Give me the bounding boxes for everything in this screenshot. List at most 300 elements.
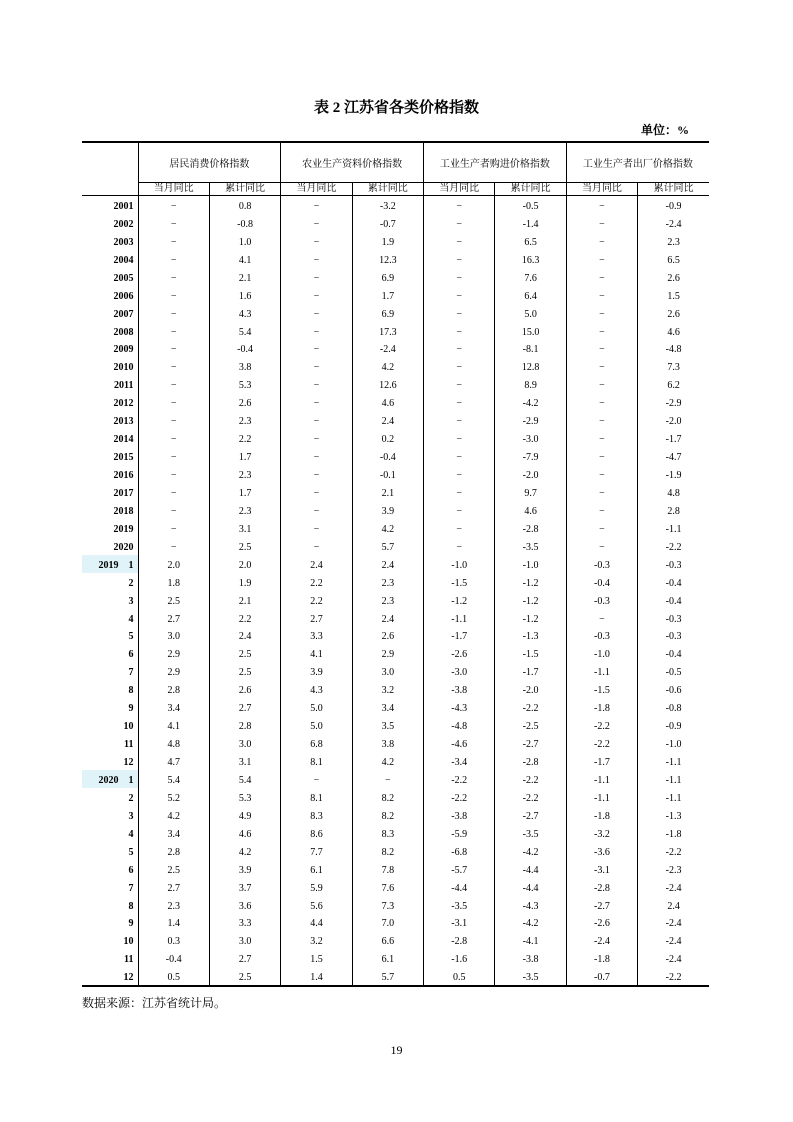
value-cell: -2.2: [638, 537, 709, 555]
value-cell: −: [281, 322, 352, 340]
value-cell: 1.4: [281, 967, 352, 986]
value-cell: 3.5: [352, 716, 423, 734]
value-cell: 3.3: [209, 914, 280, 932]
value-cell: 5.7: [352, 967, 423, 986]
value-cell: 5.7: [352, 537, 423, 555]
value-cell: −: [281, 483, 352, 501]
table-row: [82, 627, 709, 645]
value-cell: 2.4: [352, 555, 423, 573]
value-cell: -0.3: [566, 591, 637, 609]
value-cell: −: [138, 411, 209, 429]
subheader: 当月同比: [281, 183, 352, 196]
value-cell: 6.6: [352, 931, 423, 949]
value-cell: 5.2: [138, 788, 209, 806]
value-cell: 17.3: [352, 322, 423, 340]
value-cell: 4.2: [352, 519, 423, 537]
value-cell: −: [281, 250, 352, 268]
table-row: [82, 429, 709, 447]
row-label: 2004: [113, 254, 134, 266]
value-cell: −: [352, 770, 423, 788]
value-cell: 9.7: [495, 483, 566, 501]
value-cell: -2.4: [638, 914, 709, 932]
row-label: 12: [123, 757, 134, 768]
value-cell: −: [138, 483, 209, 501]
value-cell: 2.8: [138, 680, 209, 698]
value-cell: 3.0: [209, 734, 280, 752]
value-cell: −: [281, 214, 352, 232]
value-cell: -1.0: [638, 734, 709, 752]
value-cell: 2.4: [352, 609, 423, 627]
value-cell: 4.2: [352, 752, 423, 770]
value-cell: -1.7: [566, 752, 637, 770]
value-cell: -0.3: [638, 555, 709, 573]
value-cell: 12.8: [495, 357, 566, 375]
value-cell: −: [281, 375, 352, 393]
value-cell: -2.2: [495, 788, 566, 806]
value-cell: 7.8: [352, 860, 423, 878]
table-row: [82, 357, 709, 375]
value-cell: 4.8: [638, 483, 709, 501]
table-row: [82, 501, 709, 519]
value-cell: -1.7: [495, 662, 566, 680]
value-cell: −: [281, 286, 352, 304]
table-row: [82, 573, 709, 591]
value-cell: -1.1: [566, 788, 637, 806]
value-cell: -5.9: [424, 824, 495, 842]
value-cell: −: [138, 214, 209, 232]
value-cell: 5.6: [281, 896, 352, 914]
row-label: 2011: [114, 380, 134, 392]
value-cell: -1.5: [495, 644, 566, 662]
row-label: 11: [124, 954, 134, 966]
value-cell: -4.2: [495, 842, 566, 860]
row-label: 2001: [82, 196, 138, 214]
value-cell: 7.6: [352, 878, 423, 896]
value-cell: 5.0: [281, 716, 352, 734]
value-cell: -2.2: [638, 842, 709, 860]
row-label: 2005: [113, 272, 134, 284]
value-cell: 7.3: [352, 896, 423, 914]
row-label: 2: [128, 792, 134, 804]
value-cell: -0.4: [638, 644, 709, 662]
table-row: [82, 322, 709, 340]
value-cell: −: [424, 268, 495, 286]
value-cell: 15.0: [495, 322, 566, 340]
value-cell: -2.2: [424, 770, 495, 788]
value-cell: 2.7: [138, 878, 209, 896]
value-cell: 2.1: [209, 268, 280, 286]
value-cell: 4.1: [138, 716, 209, 734]
value-cell: 3.9: [209, 860, 280, 878]
value-cell: -3.5: [495, 537, 566, 555]
table-row: [82, 698, 709, 716]
value-cell: -2.4: [638, 931, 709, 949]
value-cell: 3.0: [138, 627, 209, 645]
value-cell: 2.3: [209, 465, 280, 483]
table-row: [82, 250, 709, 268]
row-label: 2017: [113, 487, 134, 499]
value-cell: -4.3: [424, 698, 495, 716]
value-cell: -0.4: [209, 340, 280, 358]
table-title: 表 2 江苏省各类价格指数: [313, 100, 479, 116]
value-cell: −: [424, 393, 495, 411]
value-cell: 3.8: [352, 734, 423, 752]
value-cell: −: [281, 519, 352, 537]
value-cell: −: [281, 501, 352, 519]
value-cell: -4.7: [638, 447, 709, 465]
value-cell: 1.9: [209, 573, 280, 591]
value-cell: 3.2: [352, 680, 423, 698]
table-row: [82, 268, 709, 286]
value-cell: 3.4: [138, 824, 209, 842]
value-cell: 5.9: [281, 878, 352, 896]
value-cell: -1.0: [566, 644, 637, 662]
group-header: 居民消费价格指数: [138, 142, 281, 183]
value-cell: -0.4: [352, 447, 423, 465]
value-cell: -0.4: [566, 573, 637, 591]
value-cell: -0.8: [638, 698, 709, 716]
value-cell: 2.8: [209, 716, 280, 734]
value-cell: -0.3: [638, 627, 709, 645]
value-cell: 3.1: [209, 752, 280, 770]
table-row: [82, 734, 709, 752]
value-cell: 2.5: [138, 591, 209, 609]
value-cell: -3.8: [424, 806, 495, 824]
value-cell: −: [566, 429, 637, 447]
value-cell: −: [138, 232, 209, 250]
value-cell: 7.0: [352, 914, 423, 932]
value-cell: -3.2: [566, 824, 637, 842]
value-cell: 2.3: [352, 573, 423, 591]
value-cell: -3.5: [495, 967, 566, 986]
value-cell: 2.9: [138, 662, 209, 680]
value-cell: 4.6: [209, 824, 280, 842]
value-cell: -1.1: [566, 662, 637, 680]
value-cell: −: [424, 537, 495, 555]
table-row: [82, 519, 709, 537]
value-cell: -3.2: [352, 196, 423, 214]
value-cell: 6.5: [495, 232, 566, 250]
value-cell: 2.5: [209, 537, 280, 555]
subheader: 当月同比: [138, 183, 209, 196]
table-row: [82, 716, 709, 734]
row-label: 2020: [113, 541, 134, 553]
value-cell: 1.7: [209, 483, 280, 501]
value-cell: -2.8: [495, 519, 566, 537]
value-cell: 4.2: [138, 806, 209, 824]
value-cell: −: [424, 304, 495, 322]
value-cell: -0.1: [352, 465, 423, 483]
table-row: [82, 375, 709, 393]
value-cell: -1.5: [566, 680, 637, 698]
group-header: 农业生产资料价格指数: [281, 142, 424, 183]
table-row: [82, 304, 709, 322]
value-cell: 4.1: [281, 644, 352, 662]
value-cell: 3.2: [281, 931, 352, 949]
value-cell: 2.6: [209, 393, 280, 411]
value-cell: 2.0: [209, 555, 280, 573]
value-cell: −: [566, 357, 637, 375]
value-cell: 0.8: [209, 196, 280, 214]
value-cell: -3.5: [424, 896, 495, 914]
table-row: [82, 340, 709, 358]
value-cell: -0.5: [495, 196, 566, 214]
value-cell: −: [566, 304, 637, 322]
value-cell: 5.3: [209, 375, 280, 393]
value-cell: -2.4: [638, 878, 709, 896]
value-cell: 2.6: [209, 680, 280, 698]
value-cell: −: [566, 340, 637, 358]
value-cell: -1.8: [566, 806, 637, 824]
row-label: 2016: [113, 470, 134, 481]
table-row: [82, 411, 709, 429]
value-cell: 5.4: [138, 770, 209, 788]
value-cell: -2.2: [495, 770, 566, 788]
value-cell: −: [566, 609, 637, 627]
value-cell: −: [566, 501, 637, 519]
row-label: 2002: [113, 218, 134, 230]
value-cell: 3.8: [209, 357, 280, 375]
value-cell: 0.5: [424, 967, 495, 986]
value-cell: 2.1: [209, 591, 280, 609]
value-cell: 2.5: [138, 860, 209, 878]
value-cell: 0.2: [352, 429, 423, 447]
page-number: 19: [390, 1043, 403, 1057]
row-label: 2006: [113, 290, 134, 302]
value-cell: 12.6: [352, 375, 423, 393]
value-cell: −: [138, 304, 209, 322]
value-cell: 16.3: [495, 250, 566, 268]
value-cell: −: [281, 770, 352, 788]
table-row: [82, 286, 709, 304]
value-cell: −: [424, 322, 495, 340]
value-cell: 4.2: [209, 842, 280, 860]
row-label: 2007: [113, 308, 134, 320]
value-cell: -3.5: [495, 824, 566, 842]
value-cell: -3.6: [566, 842, 637, 860]
table-row: [82, 914, 709, 932]
value-cell: -1.5: [424, 573, 495, 591]
row-label: 7: [128, 667, 134, 679]
value-cell: 1.8: [138, 573, 209, 591]
value-cell: -0.8: [209, 214, 280, 232]
value-cell: -0.5: [638, 662, 709, 680]
value-cell: -2.2: [638, 967, 709, 986]
table-row: [82, 483, 709, 501]
value-cell: 2.3: [352, 591, 423, 609]
value-cell: −: [424, 429, 495, 447]
value-cell: −: [281, 411, 352, 429]
value-cell: 8.2: [352, 788, 423, 806]
table-row: [82, 824, 709, 842]
value-cell: -1.0: [495, 555, 566, 573]
table-row: [82, 949, 709, 967]
value-cell: 2.5: [209, 644, 280, 662]
value-cell: 3.4: [138, 698, 209, 716]
row-label: 2019: [113, 523, 134, 535]
value-cell: 2.8: [638, 501, 709, 519]
value-cell: -2.2: [495, 698, 566, 716]
value-cell: −: [281, 447, 352, 465]
value-cell: 5.4: [209, 322, 280, 340]
value-cell: -2.3: [638, 860, 709, 878]
value-cell: 4.6: [495, 501, 566, 519]
value-cell: -4.3: [495, 896, 566, 914]
value-cell: -1.2: [495, 591, 566, 609]
value-cell: 1.0: [209, 232, 280, 250]
value-cell: 2.4: [281, 555, 352, 573]
value-cell: -1.1: [638, 519, 709, 537]
value-cell: -0.4: [138, 949, 209, 967]
value-cell: -1.1: [638, 752, 709, 770]
value-cell: 3.9: [352, 501, 423, 519]
value-cell: 6.9: [352, 268, 423, 286]
table-row: [82, 806, 709, 824]
value-cell: 2.1: [352, 483, 423, 501]
table-row: [82, 680, 709, 698]
value-cell: −: [566, 537, 637, 555]
value-cell: -2.2: [424, 788, 495, 806]
table-row: [82, 752, 709, 770]
value-cell: −: [424, 286, 495, 304]
value-cell: 2.2: [281, 573, 352, 591]
value-cell: −: [281, 196, 352, 214]
value-cell: 2.3: [209, 501, 280, 519]
value-cell: -0.7: [566, 967, 637, 986]
value-cell: -1.3: [638, 806, 709, 824]
value-cell: 3.0: [352, 662, 423, 680]
value-cell: 2.4: [638, 896, 709, 914]
value-cell: −: [138, 429, 209, 447]
value-cell: −: [424, 232, 495, 250]
value-cell: -0.3: [566, 627, 637, 645]
value-cell: −: [566, 322, 637, 340]
value-cell: −: [138, 465, 209, 483]
value-cell: 0.3: [138, 931, 209, 949]
data-source-note: 数据来源：江苏省统计局。: [82, 996, 227, 1010]
row-label: 10: [123, 721, 134, 733]
value-cell: −: [566, 519, 637, 537]
value-cell: 6.8: [281, 734, 352, 752]
value-cell: -5.7: [424, 860, 495, 878]
value-cell: 6.1: [352, 949, 423, 967]
value-cell: 2.5: [209, 967, 280, 986]
value-cell: 4.8: [138, 734, 209, 752]
value-cell: -0.9: [638, 716, 709, 734]
value-cell: −: [281, 429, 352, 447]
value-cell: 3.6: [209, 896, 280, 914]
subheader: 累计同比: [209, 183, 280, 196]
value-cell: −: [281, 268, 352, 286]
table-row: [82, 609, 709, 627]
value-cell: -4.4: [495, 860, 566, 878]
value-cell: 7.6: [495, 268, 566, 286]
value-cell: −: [138, 537, 209, 555]
value-cell: 2.7: [209, 698, 280, 716]
value-cell: -6.8: [424, 842, 495, 860]
value-cell: -1.1: [424, 609, 495, 627]
value-cell: -2.4: [638, 214, 709, 232]
row-label: 2012: [113, 398, 134, 410]
value-cell: 6.4: [495, 286, 566, 304]
value-cell: -2.7: [495, 734, 566, 752]
value-cell: 4.3: [209, 304, 280, 322]
value-cell: 2.8: [138, 842, 209, 860]
value-cell: -2.2: [566, 734, 637, 752]
value-cell: -2.9: [638, 393, 709, 411]
row-label: 2020 1: [82, 770, 138, 788]
value-cell: 1.7: [209, 447, 280, 465]
value-cell: -2.7: [495, 806, 566, 824]
value-cell: 2.0: [138, 555, 209, 573]
table-row: [82, 931, 709, 949]
table-row: [82, 393, 709, 411]
value-cell: 2.3: [209, 411, 280, 429]
value-cell: 1.5: [638, 286, 709, 304]
value-cell: -2.8: [566, 878, 637, 896]
value-cell: -0.4: [638, 573, 709, 591]
value-cell: -0.3: [638, 609, 709, 627]
row-label: 2018: [113, 505, 134, 517]
value-cell: −: [424, 519, 495, 537]
value-cell: -1.7: [424, 627, 495, 645]
value-cell: −: [424, 375, 495, 393]
value-cell: −: [281, 340, 352, 358]
value-cell: -2.7: [566, 896, 637, 914]
value-cell: 3.7: [209, 878, 280, 896]
corner-cell: [82, 142, 138, 196]
row-label: 2003: [113, 236, 134, 248]
value-cell: -1.8: [566, 949, 637, 967]
value-cell: -0.4: [638, 591, 709, 609]
value-cell: 8.2: [352, 842, 423, 860]
value-cell: -1.4: [495, 214, 566, 232]
value-cell: −: [138, 501, 209, 519]
value-cell: −: [424, 340, 495, 358]
value-cell: 2.2: [281, 591, 352, 609]
table-row: [82, 447, 709, 465]
table-row: [82, 896, 709, 914]
row-label: 11: [124, 739, 134, 751]
value-cell: 8.3: [281, 806, 352, 824]
table-row: [82, 770, 709, 788]
value-cell: 4.6: [352, 393, 423, 411]
value-cell: -2.8: [495, 752, 566, 770]
value-cell: 4.6: [638, 322, 709, 340]
value-cell: -2.4: [638, 949, 709, 967]
value-cell: 8.9: [495, 375, 566, 393]
value-cell: 2.6: [352, 627, 423, 645]
price-index-table: [82, 141, 709, 987]
value-cell: −: [566, 393, 637, 411]
row-label: 2014: [113, 434, 134, 446]
value-cell: -2.8: [424, 931, 495, 949]
group-header: 工业生产者出厂价格指数: [566, 142, 709, 183]
value-cell: 8.3: [352, 824, 423, 842]
value-cell: 4.2: [352, 357, 423, 375]
row-label: 2015: [113, 452, 134, 464]
value-cell: −: [424, 250, 495, 268]
value-cell: 2.3: [638, 232, 709, 250]
value-cell: 2.7: [281, 609, 352, 627]
value-cell: 2.2: [209, 429, 280, 447]
value-cell: -1.3: [495, 627, 566, 645]
value-cell: -1.0: [424, 555, 495, 573]
value-cell: -2.0: [638, 411, 709, 429]
row-label: 3: [128, 595, 134, 607]
table-row: [82, 662, 709, 680]
value-cell: 2.2: [209, 609, 280, 627]
